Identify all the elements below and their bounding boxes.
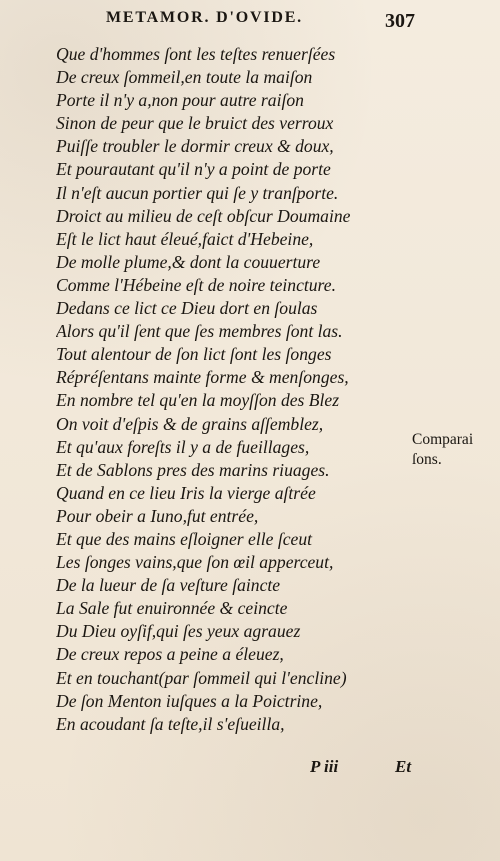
- margin-note-line: Comparai: [412, 431, 474, 448]
- poem-line: Et pourautant qu'il n'y a point de porte: [56, 159, 331, 180]
- poem-line: De ſon Menton iuſques a la Poictrine,: [56, 690, 323, 711]
- margin-note: [412, 430, 482, 470]
- poem-line: De la lueur de ſa veſture ſaincte: [56, 575, 281, 596]
- poem-line: Comme l'Hébeine eſt de noire teincture.: [56, 274, 336, 295]
- poem-line: Que d'hommes ſont les teſtes renuerſées: [56, 44, 336, 64]
- signature-mark: P iii: [310, 757, 339, 776]
- running-title: METAMOR. D'OVIDE.: [106, 9, 303, 26]
- poem-line: En acoudant ſa teſte,il s'eſueilla,: [56, 713, 285, 734]
- poem-line: En nombre tel qu'en la moyſſon des Blez: [56, 390, 340, 411]
- catchword: Et: [395, 757, 412, 776]
- poem-line: Tout alentour de ſon lict ſont les ſonges: [56, 344, 332, 365]
- poem-line: De creux ſommeil,en toute la maiſon: [56, 67, 313, 88]
- poem-line: Dedans ce lict ce Dieu dort en ſoulas: [56, 298, 318, 319]
- poem-line: Du Dieu oyſif,qui ſes yeux agrauez: [56, 621, 301, 642]
- poem-line: De creux repos a peine a éleuez,: [56, 644, 284, 665]
- poem-line: Alors qu'il ſent que ſes membres ſont las.: [56, 321, 343, 342]
- poem-line: La Sale fut enuironnée & ceincte: [56, 598, 288, 619]
- poem-line: Pour obeir a Iuno,fut entrée,: [56, 505, 259, 526]
- poem-line: Et de Sablons pres des marins riuages.: [56, 459, 330, 480]
- poem-line: On voit d'eſpis & de grains aſſemblez,: [56, 413, 324, 434]
- poem-text-block: [56, 43, 386, 736]
- poem-line: Et que des mains eſloigner elle ſceut: [56, 528, 313, 549]
- page-number: 307: [385, 10, 415, 32]
- poem-line: Porte il n'y a,non pour autre raiſon: [56, 90, 304, 111]
- poem-line: Sinon de peur que le bruict des verroux: [56, 113, 334, 134]
- poem-line: Eſt le lict haut éleué,faict d'Hebeine,: [56, 228, 314, 249]
- poem-line: Répréſentans mainte forme & menſonges,: [56, 367, 349, 388]
- poem-line: Il n'eſt aucun portier qui ſe y tranſporte.: [56, 182, 339, 203]
- poem-line: Puiſſe troubler le dormir creux & doux,: [56, 136, 334, 157]
- poem-line: Et qu'aux foreſts il y a de fueillages,: [56, 436, 310, 457]
- margin-note-line: ſons.: [412, 451, 442, 468]
- poem-line: Quand en ce lieu Iris la vierge aſtrée: [56, 482, 316, 503]
- poem-line: De molle plume,& dont la couuerture: [56, 251, 321, 272]
- poem-line: Et en touchant(par ſommeil qui l'encline): [56, 667, 347, 688]
- poem-line: Les ſonges vains,que ſon œil apperceut,: [56, 552, 334, 573]
- poem-line: Droict au milieu de ceſt obſcur Doumaine: [56, 205, 351, 226]
